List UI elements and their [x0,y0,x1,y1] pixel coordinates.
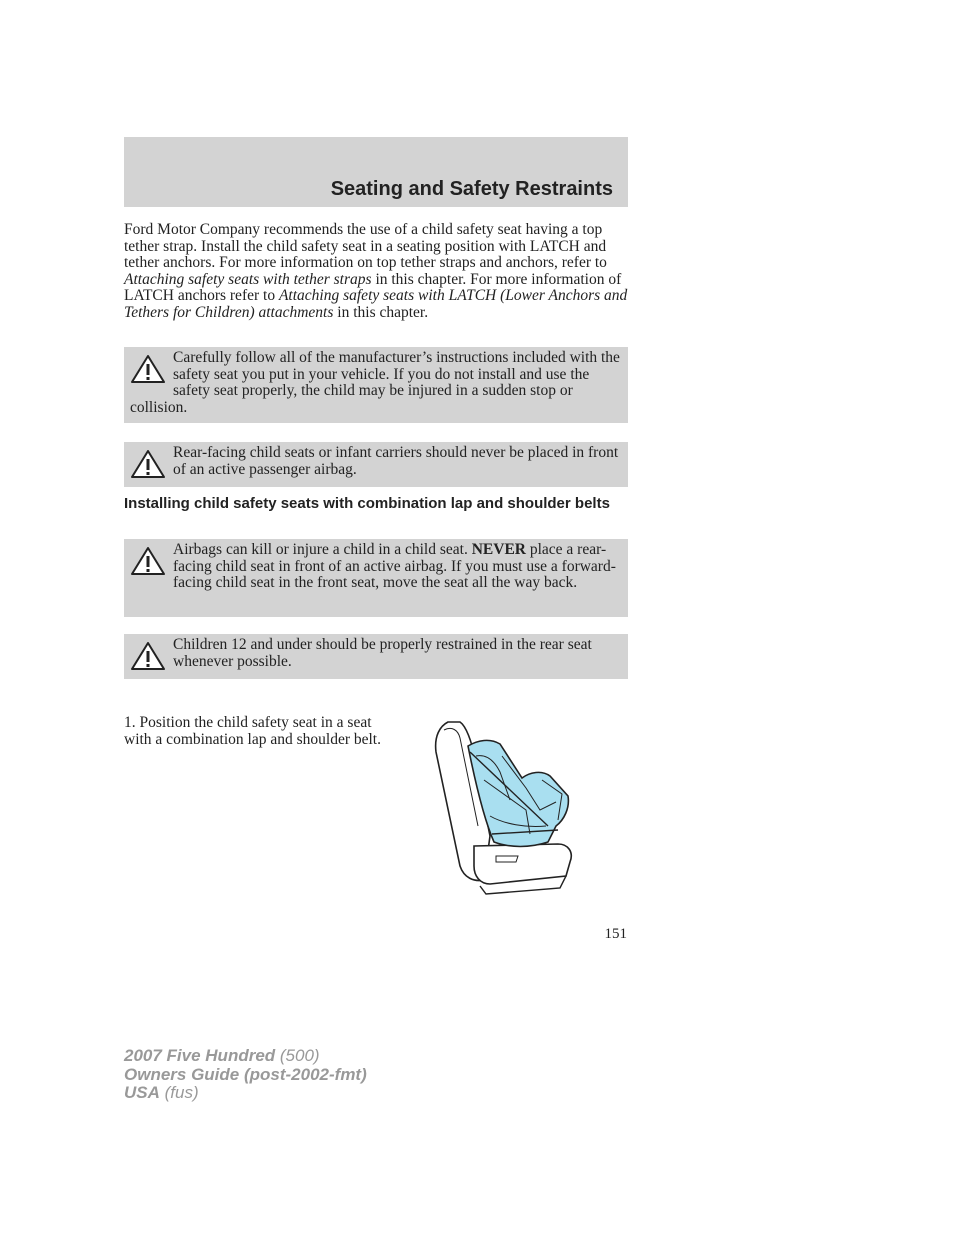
warning-text-2: Rear-facing child seats or infant carriers should never be placed in front of an active passenger airbag. [173,444,619,478]
cross-reference-tether: Attaching safety seats with tether straps [124,270,372,288]
child-seat-illustration [430,716,580,898]
document-footer [124,1047,367,1103]
intro-text-3: in this chapter. [333,303,429,321]
warning-text-1: Carefully follow all of the manufacturer’s instructions included with the safety seat you put in your vehicle. If you do not install and use the safety seat properly, the child may be injured in a sudden stop or collision. [130,349,620,416]
warning-triangle-icon [130,546,166,576]
page-number: 151 [604,926,627,942]
footer-guide: Owners Guide (post-2002-fmt) [124,1064,367,1084]
intro-text-2: in this chapter. For more information of LATCH anchors refer to [124,270,622,304]
warning-emphasis-never: NEVER [471,541,526,558]
intro-text-1: Ford Motor Company recommends the use of a child safety seat having a top tether strap. Install the child safety seat in a seating position with LATCH and tether anchors. For more information on top tether straps and anchors, refer to [124,221,607,271]
step-1-text: 1. Position the child safety seat in a seat with a combination lap and shoulder belt. [124,714,381,748]
subheading: Installing child safety seats with combination lap and shoulder belts [124,495,610,512]
warning-text-3-pre: Airbags can kill or injure a child in a child seat. [173,541,472,558]
section-title: Seating and Safety Restraints [330,178,613,200]
warning-text-3 [173,541,616,591]
intro-paragraph [124,222,628,321]
warning-box-3 [124,539,628,617]
warning-box-1 [124,347,628,423]
warning-box-4 [124,634,628,679]
cross-reference-latch: Attaching safety seats with LATCH (Lower Anchors and Tethers for Children) attachments [124,287,628,321]
footer-market-code: (fus) [159,1083,199,1102]
footer-line-2 [124,1066,367,1085]
warning-text-4: Children 12 and under should be properly restrained in the rear seat whenever possible. [173,636,592,670]
footer-line-1 [124,1047,367,1066]
footer-model-code: (500) [275,1046,320,1065]
warning-triangle-icon [130,641,166,671]
footer-model: 2007 Five Hundred [124,1046,276,1065]
section-header-band [124,137,628,207]
warning-box-2 [124,442,628,487]
footer-market: USA [124,1083,160,1102]
warning-text-3-post: place a rear-facing child seat in front of an active airbag. If you must use a forward-facing child seat in the front seat, move the seat all the way back. [173,541,616,591]
footer-line-3 [124,1084,367,1103]
warning-triangle-icon [130,354,166,384]
warning-triangle-icon [130,449,166,479]
